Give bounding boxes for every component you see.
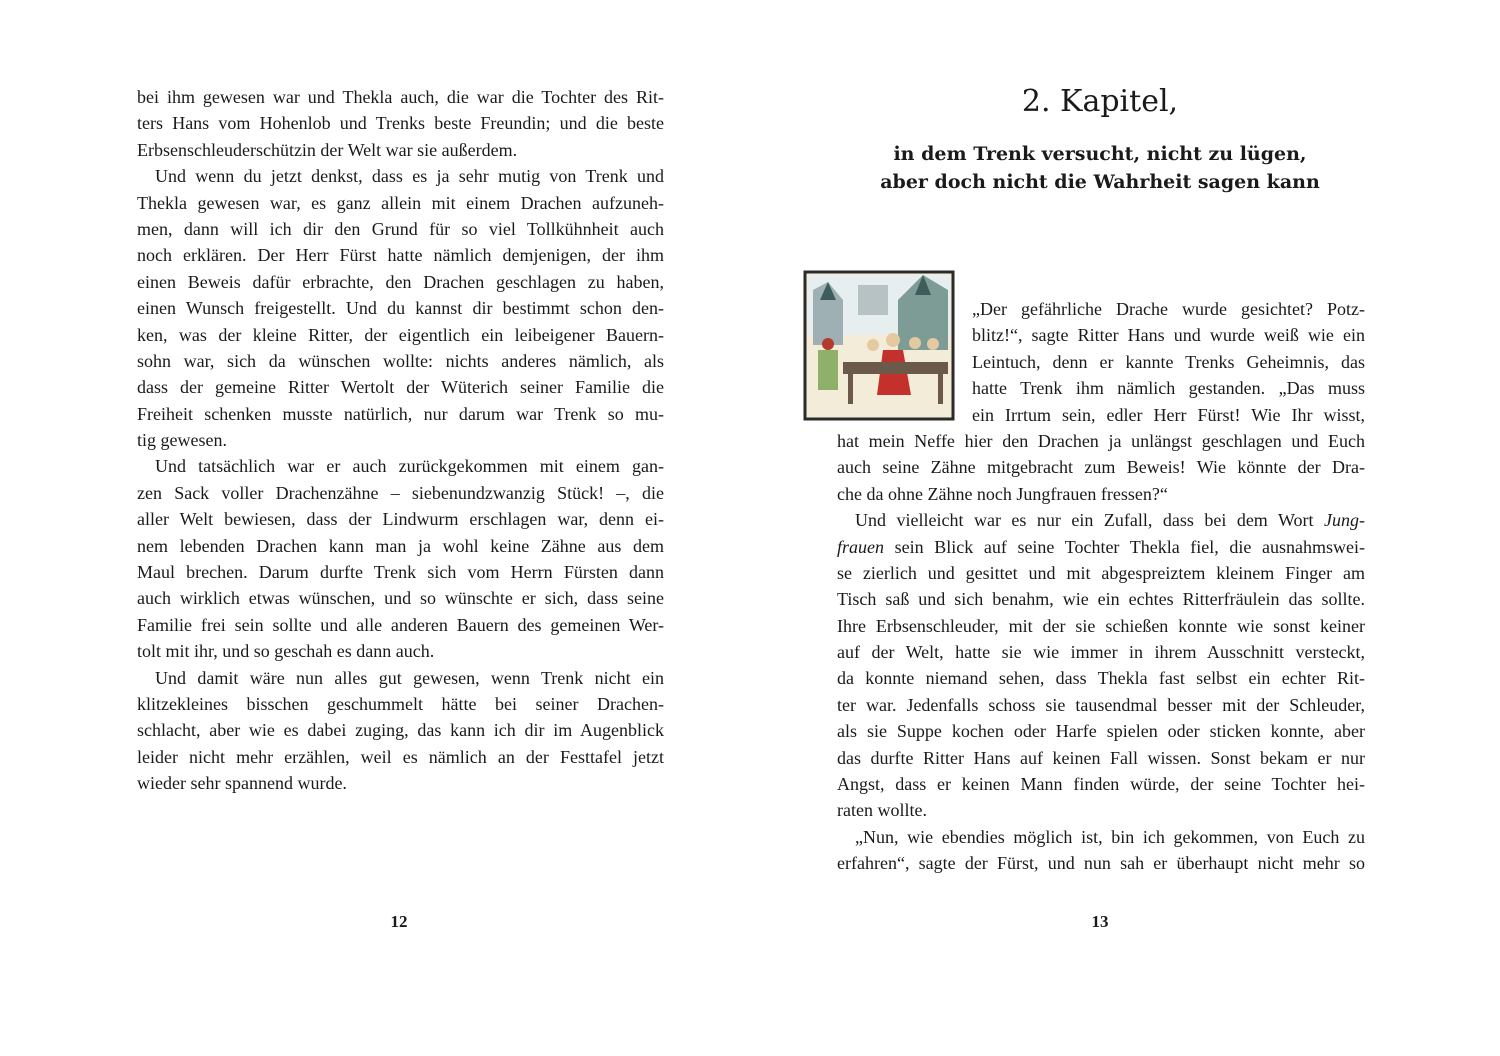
page-number-right: 13 [1091, 912, 1109, 931]
text-line: se zierlich und gesittet und mit abgespreiztem kleinem Finger am [837, 562, 1365, 583]
text-line: „Der gefährliche Drache wurde gesichtet? Potz- [972, 299, 1365, 319]
text-line: Ihre Erbsenschleuder, mit der sie schießen konnte wie sonst keiner [837, 615, 1365, 636]
paragraph [137, 665, 664, 797]
text-line: leider nicht mehr erzählen, weil es nämlich an der Festtafel jetzt [137, 746, 664, 767]
italic-text: Jung- [1324, 510, 1365, 531]
text-line: da konnte niemand sehen, dass Thekla fast selbst ein echter Rit- [837, 668, 1365, 689]
text-line: Thekla gewesen war, es ganz allein mit einem Drachen aufzuneh- [137, 192, 664, 213]
text-line [837, 507, 1365, 533]
text-line: ein Irrtum sein, edler Herr Fürst! Wie Ihr wisst, [972, 404, 1365, 425]
text-line: Leintuch, denn er kannte Trenks Geheimnis, das [972, 351, 1365, 372]
text-line: hatte Trenk ihm nämlich gestanden. „Das muss [972, 378, 1365, 399]
text-line: ters Hans vom Hohenlob und Trenks beste Freundin; und die beste [137, 113, 664, 134]
text-line: ter war. Jedenfalls schoss sie tausendmal besser mit der Schleuder, [837, 694, 1365, 715]
text-line: Und damit wäre nun alles gut gewesen, wenn Trenk nicht ein [155, 667, 664, 688]
text-line: klitzekleines bisschen geschummelt hätte bei seiner Drachen- [137, 693, 664, 714]
text-line: sohn war, sich da wünschen wollte: nichts anderes nämlich, als [137, 350, 664, 371]
text-line [837, 534, 1365, 560]
paragraph [137, 163, 664, 453]
paragraph [837, 824, 1365, 877]
paragraph [837, 507, 1365, 824]
page-number-left: 12 [390, 912, 408, 931]
text-line: aller Welt bewiesen, dass der Lindwurm erschlagen war, denn ei- [137, 509, 664, 530]
text-line: als sie Suppe kochen oder Harfe spielen oder sticken konnte, aber [837, 721, 1365, 742]
text-line: Maul brechen. Darum durfte Trenk sich vom Herrn Fürsten dann [137, 562, 664, 583]
text-line: tolt mit ihr, und so geschah es dann auch. [137, 641, 435, 662]
text-line: bei ihm gewesen war und Thekla auch, die war die Tochter des Rit- [137, 87, 664, 107]
text-line: auch wirklich etwas wünschen, und so wünschte er sich, dass seine [137, 588, 664, 609]
text-segment: Und vielleicht war es nur ein Zufall, dass bei dem Wort [855, 510, 1325, 531]
text-line: Tisch saß und sich benahm, wie ein echtes Ritterfräulein das sollte. [837, 589, 1365, 610]
text-line: schlacht, aber wie es dabei zuging, das kann ich dir im Augenblick [137, 720, 664, 741]
text-line: auch seine Zähne mitgebracht zum Beweis! Wie könnte der Dra- [837, 457, 1365, 478]
paragraph [137, 453, 664, 664]
text-line: zen Sack voller Drachenzähne – siebenundzwanzig Stück! –, die [137, 482, 664, 503]
text-line: men, dann will ich dir den Grund für so viel Tollkühnheit auch [137, 218, 664, 239]
text-line: einen Beweis dafür erbrachte, den Drachen geschlagen zu haben, [137, 271, 664, 292]
text-line: Angst, dass er keinen Mann finden würde, der seine Tochter hei- [837, 774, 1365, 795]
text-line: raten wollte. [837, 800, 927, 821]
text-line: tig gewesen. [137, 430, 227, 451]
text-segment: sein Blick auf seine Tochter Thekla fiel, die ausnahmswei- [884, 536, 1365, 557]
text-line: einen Wunsch freigestellt. Und du kannst dir bestimmt schon den- [137, 298, 664, 319]
text-line: wieder sehr spannend wurde. [137, 773, 347, 794]
right-page-body-text [837, 296, 1365, 877]
text-line: Erbsenschleuderschützin der Welt war sie außerdem. [137, 139, 518, 160]
text-line: dass der gemeine Ritter Wertolt der Wüterich seiner Familie die [137, 377, 664, 398]
text-line: auf der Welt, hatte sie wie immer in ihrem Ausschnitt versteckt, [837, 642, 1365, 663]
chapter-title: 2. Kapitel, [1021, 84, 1179, 119]
text-line: noch erklären. Der Herr Fürst hatte nämlich demjenigen, der ihm [137, 245, 664, 266]
text-line: hat mein Neffe hier den Drachen ja unlängst geschlagen und Euch [837, 430, 1365, 451]
left-page-body-text [137, 84, 664, 797]
text-line: Freiheit schenken musste natürlich, nur darum war Trenk so mu- [137, 403, 664, 424]
paragraph [837, 296, 1365, 507]
paragraph [137, 84, 664, 163]
text-line: Und wenn du jetzt denkst, dass es ja sehr mutig von Trenk und [155, 166, 664, 187]
text-line: Und tatsächlich war er auch zurückgekommen mit einem gan- [155, 456, 664, 477]
text-line: das durfte Ritter Hans auf keinen Fall wissen. Sonst bekam er nur [837, 747, 1365, 768]
text-line: blitz!“, sagte Ritter Hans und wurde weiß wie ein [972, 325, 1365, 346]
text-line: Familie frei sein sollte und alle anderen Bauern des gemeinen Wer- [137, 614, 664, 635]
chapter-subtitle-line: in dem Trenk versucht, nicht zu lügen, [893, 143, 1307, 165]
chapter-subtitle-line: aber doch nicht die Wahrheit sagen kann [880, 171, 1320, 193]
text-line: „Nun, wie ebendies möglich ist, bin ich gekommen, von Euch zu [855, 826, 1365, 847]
text-line: nem lebenden Drachen kann man ja wohl keine Zähne aus dem [137, 535, 664, 556]
italic-text: frauen [837, 536, 884, 557]
text-line: ken, was der kleine Ritter, der eigentlich ein leibeigener Bauern- [137, 324, 664, 345]
text-line: che da ohne Zähne noch Jungfrauen fressen?“ [837, 483, 1168, 504]
text-line: erfahren“, sagte der Fürst, und nun sah er überhaupt nicht mehr so [837, 853, 1365, 874]
